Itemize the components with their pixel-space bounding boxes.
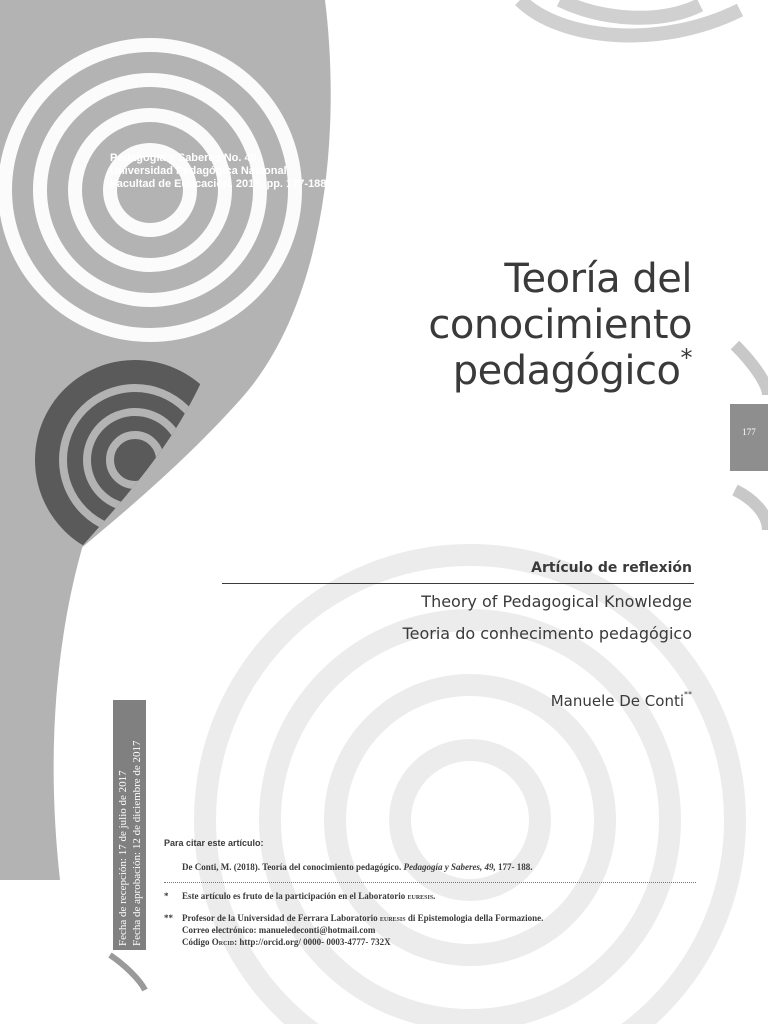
citation-prefix: De Conti, M. (2018). Teoría del conocimiento pedagógico. xyxy=(182,862,402,872)
portuguese-title: Teoria do conhecimento pedagógico xyxy=(402,624,692,643)
footnote-2-mark: ** xyxy=(164,913,173,923)
dates-text xyxy=(113,700,146,950)
citation-journal: Pedagogía y Saberes, 49, xyxy=(403,862,496,872)
journal-name: Pedagogía y Saberes No. 49 xyxy=(110,152,257,164)
spiral-bottom-left xyxy=(110,955,145,990)
university-name: Universidad Pedagógica Nacional xyxy=(110,165,287,177)
footnote-2-line1-prefix: Profesor de la Universidad de Ferrara Laboratorio xyxy=(182,913,378,923)
english-title: Theory of Pedagogical Knowledge xyxy=(421,592,692,611)
title-line-3-text: pedagógico xyxy=(452,348,681,394)
author-footnote-mark: ** xyxy=(684,690,692,699)
author-name: Manuele De Conti xyxy=(550,692,684,710)
footnote-2-orcid-label: Orcid xyxy=(211,937,235,947)
page-number-tab xyxy=(730,404,768,471)
author xyxy=(551,692,692,710)
footnote-1-mark: * xyxy=(164,891,169,901)
footnote-1-lab: euresis. xyxy=(407,891,436,901)
title-footnote-mark: * xyxy=(680,344,692,372)
date-received: Fecha de recepción: 17 de julio de 2017 xyxy=(117,770,129,946)
page-number: 177 xyxy=(742,427,756,437)
citation-text xyxy=(182,862,532,872)
article-title xyxy=(428,256,692,394)
footnote-2-orcid xyxy=(164,936,543,948)
footnote-1 xyxy=(164,891,435,901)
footnote-2-line1-suffix: di Epistemologia della Formazione. xyxy=(407,913,544,923)
citation-suffix: 177- 188. xyxy=(497,862,533,872)
title-line-1: Teoría del xyxy=(504,256,692,302)
faculty-pages: Facultad de Educación. 2018, pp. 177-188 xyxy=(110,178,327,190)
title-line-2: conocimiento xyxy=(428,302,692,348)
journal-info xyxy=(110,152,326,191)
title-line-3 xyxy=(428,344,692,394)
citation-heading: Para citar este artículo: xyxy=(164,838,264,848)
footnote-2 xyxy=(164,912,543,948)
spiral-top-right xyxy=(520,0,740,35)
footnote-2-orcid-prefix: Código xyxy=(182,937,210,947)
date-approved: Fecha de aprobación: 12 de diciembre de 2017 xyxy=(131,740,143,946)
footnote-1-text: Este artículo es fruto de la participación en el Laboratorio xyxy=(182,891,406,901)
footnote-2-email: Correo electrónico: manueledeconti@hotmail.com xyxy=(182,925,376,935)
footnote-2-lab: euresis xyxy=(379,913,406,923)
footnote-separator xyxy=(164,882,696,883)
article-type: Artículo de reflexión xyxy=(531,560,692,576)
footnote-2-orcid-url: : http://orcid.org/ 0000- 0003-4777- 732X xyxy=(234,937,391,947)
header-rule xyxy=(222,583,694,584)
